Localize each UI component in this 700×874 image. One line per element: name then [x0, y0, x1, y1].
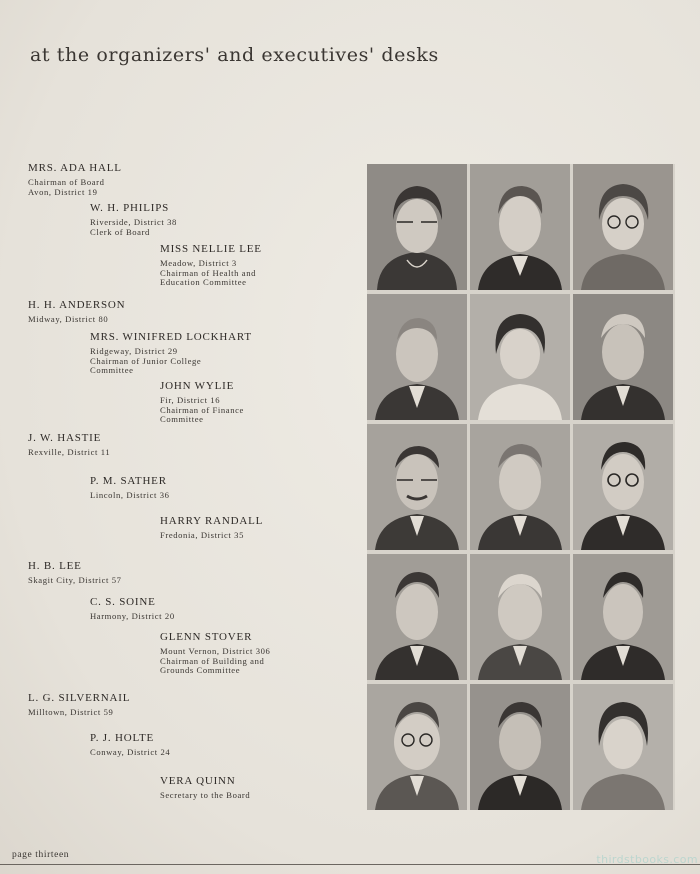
portrait-image	[573, 424, 673, 550]
portrait-photo-ada-hall	[367, 164, 467, 290]
entry-name: C. S. SOINE	[90, 596, 156, 608]
entry-vera-quinn	[160, 775, 250, 801]
portrait-photo-lg-silvernail	[367, 684, 467, 810]
entry-detail: Education Committee	[160, 277, 247, 288]
portrait-photo-pj-holte	[470, 684, 570, 810]
portrait-photo-wh-philips	[470, 164, 570, 290]
portrait-photo-hh-anderson	[367, 294, 467, 420]
entry-detail: Mount Vernon, District 306	[160, 646, 271, 656]
portrait-photo-harry-randall	[573, 424, 673, 550]
entry-name: MRS. ADA HALL	[28, 162, 122, 174]
entry-name: W. H. PHILIPS	[90, 202, 170, 214]
portrait-image	[470, 684, 570, 810]
entry-cs-soine	[90, 596, 175, 622]
portrait-photo-hb-lee	[367, 554, 467, 680]
page-number: page thirteen	[12, 850, 70, 860]
portrait-image	[573, 684, 673, 810]
entry-name: P. M. SATHER	[90, 475, 167, 487]
entry-detail: Secretary to the Board	[160, 790, 251, 800]
portrait-photo-winifred-lockhart	[470, 294, 570, 420]
portrait-image	[367, 164, 467, 290]
page-heading: at the organizers' and executives' desks	[30, 44, 439, 66]
entry-name: VERA QUINN	[160, 775, 236, 787]
portrait-image	[573, 294, 673, 420]
entry-name: J. W. HASTIE	[28, 432, 102, 444]
portrait-photo-john-wylie	[573, 294, 673, 420]
entry-name: MRS. WINIFRED LOCKHART	[90, 331, 252, 343]
entry-winifred-lockhart	[90, 331, 252, 376]
entry-detail: Milltown, District 59	[28, 707, 114, 717]
entry-detail: Avon, District 19	[28, 186, 98, 197]
entry-glenn-stover	[160, 631, 270, 676]
portrait-photo-jw-hastie	[367, 424, 467, 550]
entry-detail: Chairman of Building and	[160, 655, 265, 666]
entry-detail: Riverside, District 38	[90, 217, 177, 227]
entry-detail: Lincoln, District 36	[90, 490, 170, 500]
portrait-grid	[367, 164, 675, 810]
entry-ada-hall	[28, 162, 122, 197]
portrait-image	[470, 424, 570, 550]
entry-name: JOHN WYLIE	[160, 380, 235, 392]
portrait-image	[367, 424, 467, 550]
entry-detail: Fredonia, District 35	[160, 530, 244, 540]
portrait-photo-nellie-lee	[573, 164, 673, 290]
portrait-image	[470, 554, 570, 680]
entry-name: MISS NELLIE LEE	[160, 243, 262, 255]
entry-name: L. G. SILVERNAIL	[28, 692, 131, 704]
portrait-photo-glenn-stover	[573, 554, 673, 680]
entry-detail: Midway, District 80	[28, 314, 109, 324]
entry-name: HARRY RANDALL	[160, 515, 264, 527]
entry-detail: Committee	[160, 414, 204, 425]
portrait-image	[367, 554, 467, 680]
entry-detail: Ridgeway, District 29	[90, 346, 178, 356]
watermark: thirdstbooks.com	[596, 853, 698, 866]
entry-detail: Chairman of Finance	[160, 404, 244, 415]
entry-detail: Chairman of Board	[28, 177, 105, 187]
entry-detail: Fir, District 16	[160, 395, 221, 405]
entry-jw-hastie	[28, 432, 110, 458]
entry-name: P. J. HOLTE	[90, 732, 155, 744]
entry-name: H. B. LEE	[28, 560, 82, 572]
portrait-photo-pm-sather	[470, 424, 570, 550]
entry-wh-philips	[90, 202, 177, 237]
entry-hh-anderson	[28, 299, 125, 325]
entry-name: GLENN STOVER	[160, 631, 253, 643]
portrait-photo-vera-quinn	[573, 684, 673, 810]
entry-detail: Harmony, District 20	[90, 611, 175, 621]
portrait-image	[470, 294, 570, 420]
entry-nellie-lee	[160, 243, 262, 288]
entry-detail: Committee	[90, 365, 134, 376]
entry-pm-sather	[90, 475, 170, 501]
portrait-image	[573, 164, 673, 290]
portrait-image	[573, 554, 673, 680]
entry-lg-silvernail	[28, 692, 130, 718]
portrait-image	[367, 294, 467, 420]
portrait-photo-cs-soine	[470, 554, 570, 680]
entry-hb-lee	[28, 560, 122, 586]
entry-pj-holte	[90, 732, 170, 758]
entry-detail: Rexville, District 11	[28, 447, 111, 457]
bottom-rule	[0, 864, 700, 865]
entry-john-wylie	[160, 380, 244, 425]
entry-detail: Grounds Committee	[160, 665, 241, 676]
entry-detail: Conway, District 24	[90, 747, 171, 757]
entry-detail: Clerk of Board	[90, 226, 150, 237]
entry-harry-randall	[160, 515, 263, 541]
portrait-image	[367, 684, 467, 810]
entry-detail: Chairman of Junior College	[90, 355, 202, 366]
entry-name: H. H. ANDERSON	[28, 299, 126, 311]
entry-detail: Chairman of Health and	[160, 267, 257, 278]
portrait-image	[470, 164, 570, 290]
entry-detail: Meadow, District 3	[160, 258, 237, 268]
entry-detail: Skagit City, District 57	[28, 575, 122, 585]
